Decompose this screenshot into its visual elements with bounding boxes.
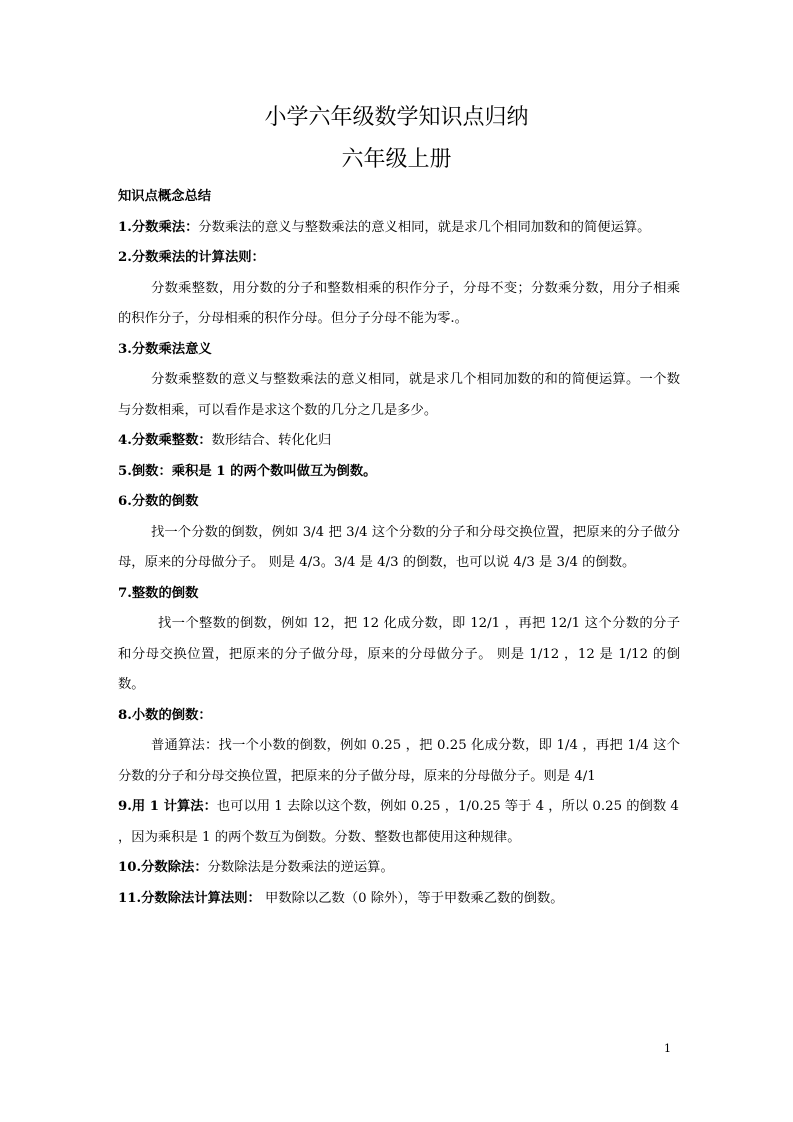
item-7-body: 找一个整数的倒数，例如 12，把 12 化成分数，即 12/1 ，再把 12/1 这个分数的分子和分母交换位置，把原来的分子做分母，原来的分母做分子。 则是 1/12 ，12 是 1/12 的倒数。 <box>118 616 680 692</box>
item-11 <box>118 884 680 915</box>
section-heading: 知识点概念总结 <box>118 189 212 204</box>
item-5-label: 5.倒数： <box>118 463 172 479</box>
document-title: 小学六年级数学知识点归纳 <box>264 105 529 130</box>
item-6-body: 找一个分数的倒数，例如 3/4 把 3/4 这个分数的分子和分母交换位置，把原来的分子做分母，原来的分母做分子。 则是 4/3。3/4 是 4/3 的倒数，也可以说 4/3 是 3/4 的倒数。 <box>118 524 680 570</box>
item-9-label: 9.用 1 计算法： <box>118 799 217 814</box>
page-number: 1 <box>664 1042 671 1055</box>
item-1-label: 1.分数乘法： <box>118 219 199 235</box>
document-body <box>118 182 680 914</box>
item-4 <box>118 426 680 457</box>
item-6-heading: 6.分数的倒数 <box>118 494 199 509</box>
item-3-heading: 3.分数乘法意义 <box>118 341 212 357</box>
item-8-body: 普通算法：找一个小数的倒数，例如 0.25 ，把 0.25 化成分数，即 1/4 ，再把 1/4 这个分数的分子和分母交换位置，把原来的分子做分母，原来的分母做分子。则是 4/1 <box>118 738 680 784</box>
item-9-text: 也可以用 1 去除以这个数，例如 0.25 ，1/0.25 等于 4 ，所以 0.25 的倒数 4 ，因为乘积是 1 的两个数互为倒数。分数、整数也都使用这种规律。 <box>118 799 679 845</box>
item-10-text: 分数除法是分数乘法的逆运算。 <box>207 860 394 875</box>
item-1-text: 分数乘法的意义与整数乘法的意义相同，就是求几个相同加数和的简便运算。 <box>198 219 651 235</box>
item-4-text: 数形结合、转化化归 <box>211 433 332 448</box>
item-2-heading: 2.分数乘法的计算法则： <box>118 250 265 265</box>
item-10-label: 10.分数除法： <box>118 860 208 875</box>
item-1 <box>118 213 680 244</box>
item-5-text: 乘积是 1 的两个数叫做互为倒数。 <box>171 463 377 479</box>
item-9 <box>118 792 680 853</box>
document-subtitle: 六年级上册 <box>341 147 452 172</box>
item-4-label: 4.分数乘整数： <box>118 433 212 448</box>
item-10 <box>118 853 680 884</box>
item-2-body: 分数乘整数，用分数的分子和整数相乘的积作分子，分母不变；分数乘分数，用分子相乘的积作分子，分母相乘的积作分母。但分子分母不能为零.。 <box>118 280 680 326</box>
item-11-text: 甲数除以乙数（0 除外），等于甲数乘乙数的倒数。 <box>260 890 564 906</box>
item-3-body: 分数乘整数的意义与整数乘法的意义相同，就是求几个相同加数的和的简便运算。一个数与分数相乘，可以看作是求这个数的几分之几是多少。 <box>118 372 680 418</box>
item-11-label: 11.分数除法计算法则： <box>118 890 261 906</box>
item-5 <box>118 457 680 488</box>
item-7-heading: 7.整数的倒数 <box>118 585 199 601</box>
item-8-heading: 8.小数的倒数： <box>118 707 212 723</box>
